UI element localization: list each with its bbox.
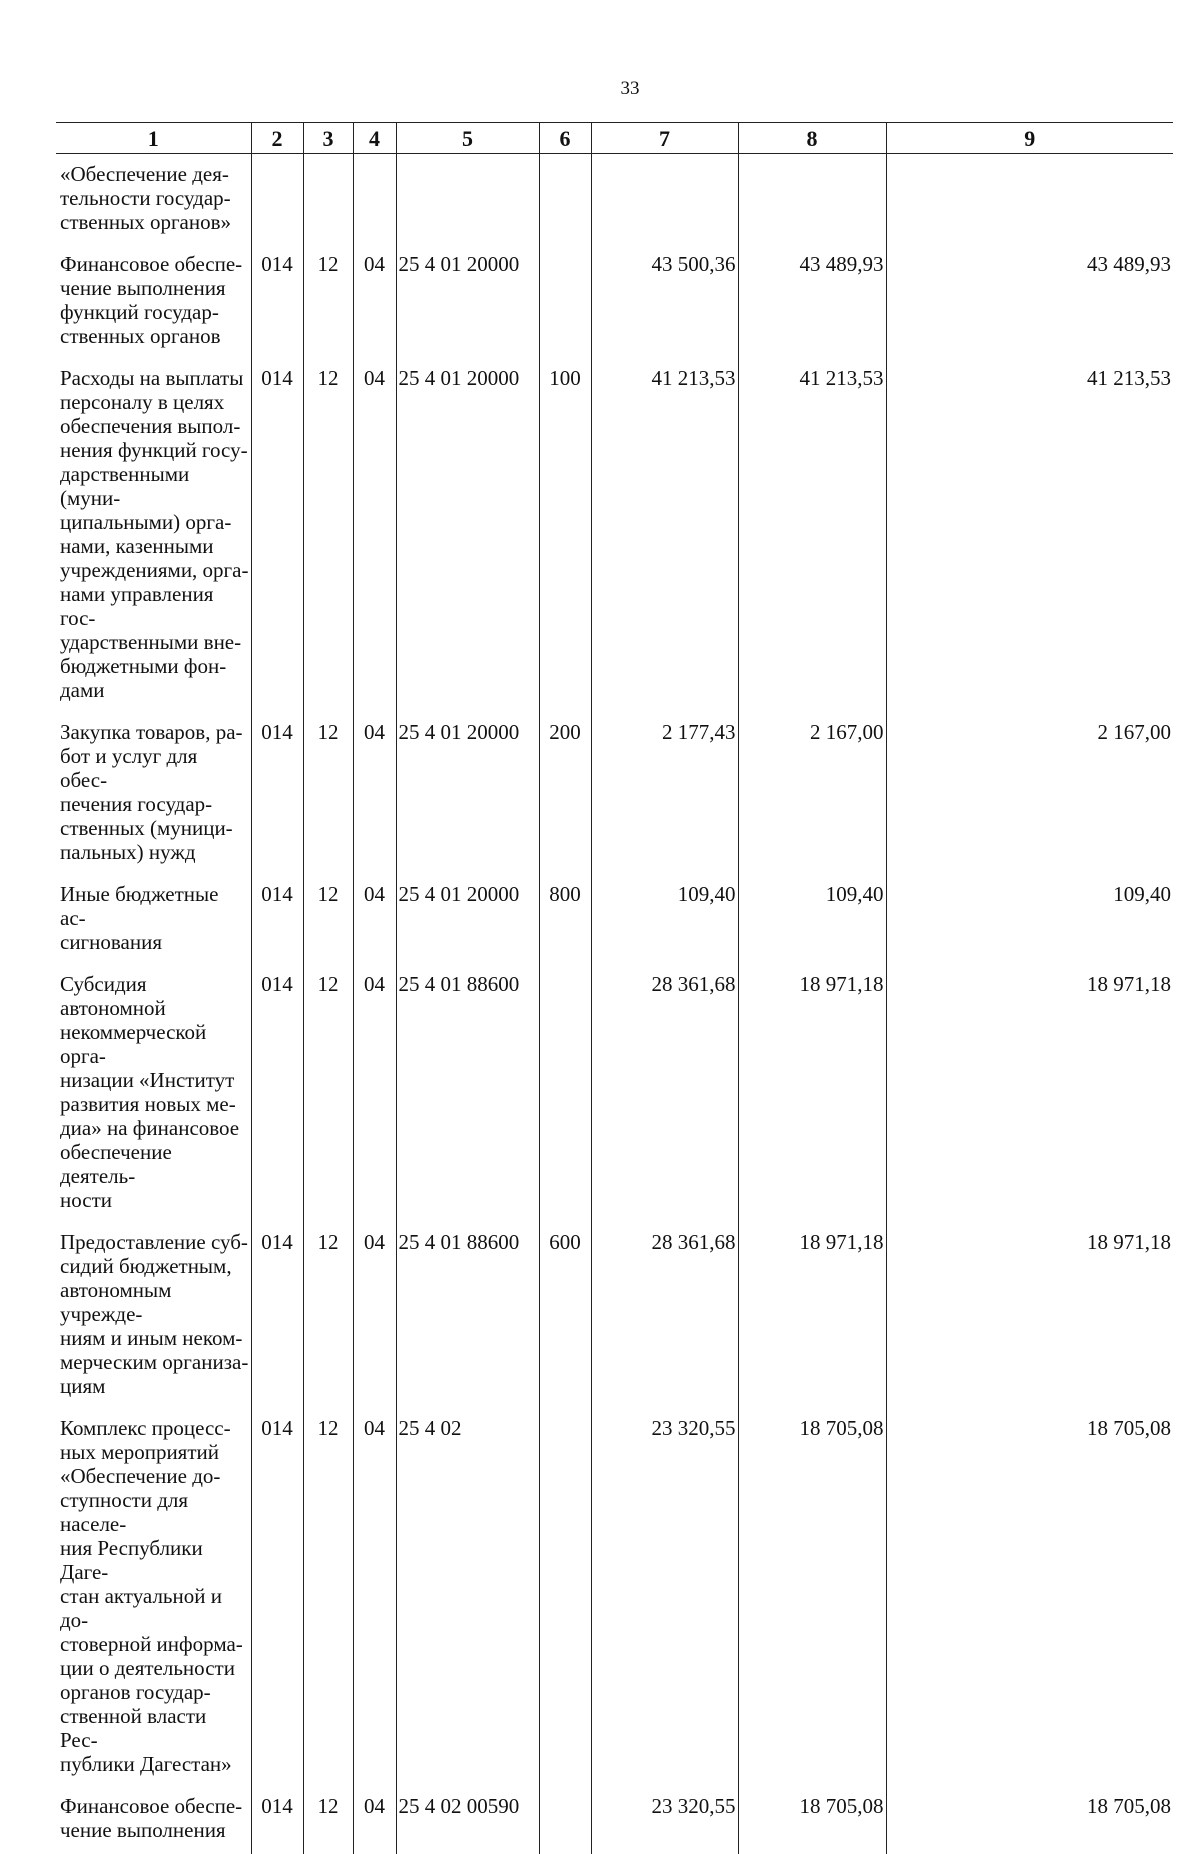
amount-col8-cell: 18 971,18 <box>738 1230 886 1416</box>
section-code-cell: 12 <box>303 1230 353 1416</box>
amount-col8-cell: 18 705,08 <box>738 1416 886 1794</box>
amount-col8-cell: 18 971,18 <box>738 972 886 1230</box>
target-article-cell <box>396 154 539 253</box>
column-header-7: 7 <box>591 123 738 154</box>
subsection-code-cell: 04 <box>353 366 396 720</box>
ministry-code-cell <box>251 154 303 253</box>
subsection-code-cell: 04 <box>353 972 396 1230</box>
row-name-cell: Комплекс процесс- ных мероприятий «Обеспечение до- ступности для населе- ния Республики Даге- стан актуальной и до- стоверной информа- ции о деятельности органов государ- ственной власти Рес- публики Дагестан» <box>56 1416 251 1794</box>
expense-type-cell <box>539 1416 591 1794</box>
section-code-cell <box>303 154 353 253</box>
amount-col7-cell: 109,40 <box>591 882 738 972</box>
table-row <box>56 972 1173 1230</box>
table-row <box>56 720 1173 882</box>
expense-type-cell <box>539 972 591 1230</box>
target-article-cell: 25 4 01 88600 <box>396 1230 539 1416</box>
ministry-code-cell: 014 <box>251 366 303 720</box>
amount-col9-cell: 18 971,18 <box>886 1230 1173 1416</box>
column-header-6: 6 <box>539 123 591 154</box>
subsection-code-cell: 04 <box>353 1230 396 1416</box>
amount-col9-cell: 18 705,08 <box>886 1794 1173 1854</box>
expense-type-cell: 200 <box>539 720 591 882</box>
amount-col7-cell: 43 500,36 <box>591 252 738 366</box>
row-name-cell: Расходы на выплаты персоналу в целях обеспечения выпол- нения функций госу- дарственными (муни- ципальными) орга- нами, казенными учреждениями, орга- нами управления гос- ударственными вне- бюджетными фон- дами <box>56 366 251 720</box>
amount-col8-cell: 43 489,93 <box>738 252 886 366</box>
column-header-8: 8 <box>738 123 886 154</box>
amount-col7-cell: 28 361,68 <box>591 1230 738 1416</box>
row-name-cell: Закупка товаров, ра- бот и услуг для обес- печения государ- ственных (муници- пальных) нужд <box>56 720 251 882</box>
expense-type-cell: 600 <box>539 1230 591 1416</box>
row-name-cell: «Обеспечение дея- тельности государ- ственных органов» <box>56 154 251 253</box>
column-header-9: 9 <box>886 123 1173 154</box>
budget-table <box>56 122 1173 1854</box>
amount-col8-cell: 109,40 <box>738 882 886 972</box>
table-row <box>56 1230 1173 1416</box>
ministry-code-cell: 014 <box>251 882 303 972</box>
column-header-4: 4 <box>353 123 396 154</box>
page-number: 33 <box>590 78 670 100</box>
target-article-cell: 25 4 01 88600 <box>396 972 539 1230</box>
column-header-5: 5 <box>396 123 539 154</box>
amount-col8-cell <box>738 154 886 253</box>
table-row <box>56 154 1173 253</box>
subsection-code-cell: 04 <box>353 252 396 366</box>
subsection-code-cell: 04 <box>353 720 396 882</box>
table-row <box>56 882 1173 972</box>
amount-col7-cell: 41 213,53 <box>591 366 738 720</box>
target-article-cell: 25 4 01 20000 <box>396 252 539 366</box>
amount-col9-cell: 109,40 <box>886 882 1173 972</box>
ministry-code-cell: 014 <box>251 972 303 1230</box>
amount-col8-cell: 41 213,53 <box>738 366 886 720</box>
amount-col9-cell: 43 489,93 <box>886 252 1173 366</box>
row-name-cell: Предоставление суб- сидий бюджетным, автономным учрежде- ниям и иным неком- мерческим организа- циям <box>56 1230 251 1416</box>
amount-col9-cell: 41 213,53 <box>886 366 1173 720</box>
row-name-cell: Финансовое обеспе- чение выполнения функций государ- ственных органов <box>56 252 251 366</box>
amount-col8-cell: 18 705,08 <box>738 1794 886 1854</box>
expense-type-cell <box>539 154 591 253</box>
target-article-cell: 25 4 02 <box>396 1416 539 1794</box>
ministry-code-cell: 014 <box>251 1794 303 1854</box>
section-code-cell: 12 <box>303 882 353 972</box>
section-code-cell: 12 <box>303 1416 353 1794</box>
ministry-code-cell: 014 <box>251 1230 303 1416</box>
section-code-cell: 12 <box>303 252 353 366</box>
amount-col9-cell <box>886 154 1173 253</box>
section-code-cell: 12 <box>303 366 353 720</box>
table-header <box>56 123 1173 154</box>
ministry-code-cell: 014 <box>251 720 303 882</box>
table-row <box>56 252 1173 366</box>
target-article-cell: 25 4 01 20000 <box>396 366 539 720</box>
column-header-1: 1 <box>56 123 251 154</box>
target-article-cell: 25 4 01 20000 <box>396 720 539 882</box>
column-header-3: 3 <box>303 123 353 154</box>
table-row <box>56 366 1173 720</box>
section-code-cell: 12 <box>303 972 353 1230</box>
amount-col9-cell: 18 971,18 <box>886 972 1173 1230</box>
expense-type-cell <box>539 1794 591 1854</box>
column-header-2: 2 <box>251 123 303 154</box>
section-code-cell: 12 <box>303 1794 353 1854</box>
expense-type-cell: 800 <box>539 882 591 972</box>
amount-col9-cell: 18 705,08 <box>886 1416 1173 1794</box>
target-article-cell: 25 4 01 20000 <box>396 882 539 972</box>
amount-col7-cell: 28 361,68 <box>591 972 738 1230</box>
amount-col7-cell <box>591 154 738 253</box>
row-name-cell: Иные бюджетные ас- сигнования <box>56 882 251 972</box>
expense-type-cell <box>539 252 591 366</box>
amount-col7-cell: 23 320,55 <box>591 1416 738 1794</box>
amount-col8-cell: 2 167,00 <box>738 720 886 882</box>
subsection-code-cell: 04 <box>353 1416 396 1794</box>
table-body <box>56 154 1173 1854</box>
subsection-code-cell: 04 <box>353 882 396 972</box>
table-row <box>56 1794 1173 1854</box>
section-code-cell: 12 <box>303 720 353 882</box>
target-article-cell: 25 4 02 00590 <box>396 1794 539 1854</box>
ministry-code-cell: 014 <box>251 1416 303 1794</box>
subsection-code-cell <box>353 154 396 253</box>
amount-col7-cell: 2 177,43 <box>591 720 738 882</box>
expense-type-cell: 100 <box>539 366 591 720</box>
ministry-code-cell: 014 <box>251 252 303 366</box>
subsection-code-cell: 04 <box>353 1794 396 1854</box>
table-row <box>56 1416 1173 1794</box>
amount-col9-cell: 2 167,00 <box>886 720 1173 882</box>
row-name-cell: Субсидия автономной некоммерческой орга- низации «Институт развития новых ме- диа» на финансовое обеспечение деятель- ности <box>56 972 251 1230</box>
header-row <box>56 123 1173 154</box>
amount-col7-cell: 23 320,55 <box>591 1794 738 1854</box>
row-name-cell: Финансовое обеспе- чение выполнения <box>56 1794 251 1854</box>
